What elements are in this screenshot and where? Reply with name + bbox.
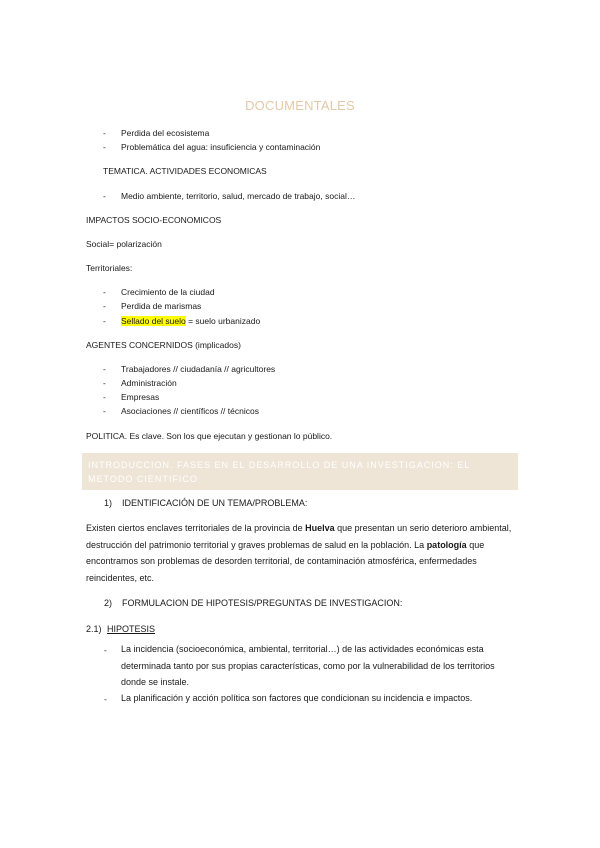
section-heading: INTRODUCCION. FASES EN EL DESARROLLO DE UNA INVESTIGACION: EL METODO CIENTIFICO [88,460,470,484]
paragraph-text: que encontramos son problemas de desorden territorial, de contaminación atmosférica, enfermedades reincidentes, etc. [86,539,485,583]
bullet-dash: - [103,378,106,388]
list-item: Perdida de marismas [121,301,202,311]
paragraph [86,520,516,586]
list-item [121,316,260,327]
list-item: Asociaciones // científicos // técnicos [121,406,259,416]
bullet-dash: - [103,128,106,138]
list-item: Administración [121,378,177,388]
bullet-dash: - [103,364,106,374]
bullet-dash: - [103,301,106,311]
bullet-dash: - [103,287,106,297]
list-item: La planificación y acción política son factores que condicionan su incidencia e impactos. [121,693,473,703]
highlighted-text: Sellado del suelo [121,316,186,326]
social-line: Social= polarización [86,239,162,249]
list-item: Perdida del ecosistema [121,128,210,138]
step-number: 1) [104,498,113,508]
step-number: 2) [104,598,113,608]
subsection-heading: HIPOTESIS [107,624,156,634]
subsection-number: 2.1) [86,624,102,634]
tematica-heading: TEMATICA. ACTIVIDADES ECONOMICAS [103,166,267,176]
bold-text: Huelva [305,523,335,533]
list-item: Trabajadores // ciudadanía // agricultores [121,364,276,374]
list-item: Crecimiento de la ciudad [121,287,215,297]
list-item: Medio ambiente, territorio, salud, mercado de trabajo, social… [121,191,356,201]
impactos-heading: IMPACTOS SOCIO-ECONOMICOS [86,215,222,225]
step-heading: FORMULACION DE HIPOTESIS/PREGUNTAS DE INVESTIGACION: [122,598,403,608]
bullet-dash: - [103,316,106,326]
agentes-heading: AGENTES CONCERNIDOS (implicados) [86,340,241,350]
bullet-dash: - [103,392,106,402]
territoriales-label: Territoriales: [86,263,133,273]
bullet-dash: - [103,406,106,416]
paragraph-text: Existen ciertos enclaves territoriales de la provincia de [86,523,306,533]
bold-text: patología [426,539,467,550]
list-item: La incidencia (socioeconómica, ambiental, territorial…) de las actividades económicas esta determinada tanto por sus propias características, como por la vulnerabilidad de los territorios donde se instale. [121,644,495,687]
bullet-dash: - [104,645,107,655]
list-item: Problemática del agua: insuficiencia y contaminación [121,142,321,152]
section-heading-band [82,453,518,490]
bullet-dash: - [103,142,106,152]
list-item: Empresas [121,392,160,402]
paragraph-text: que presentan un serio deterioro ambiental, destrucción del patrimonio territorial y graves problemas de salud en la población. La [86,523,512,550]
list-item-rest: = suelo urbanizado [185,316,261,326]
politica-line: POLITICA. Es clave. Son los que ejecutan y gestionan lo público. [86,431,333,441]
step-heading: IDENTIFICACIÓN DE UN TEMA/PROBLEMA: [122,498,308,508]
bullet-dash: - [103,191,106,201]
page-title: DOCUMENTALES [245,98,355,113]
bullet-dash: - [104,694,107,704]
